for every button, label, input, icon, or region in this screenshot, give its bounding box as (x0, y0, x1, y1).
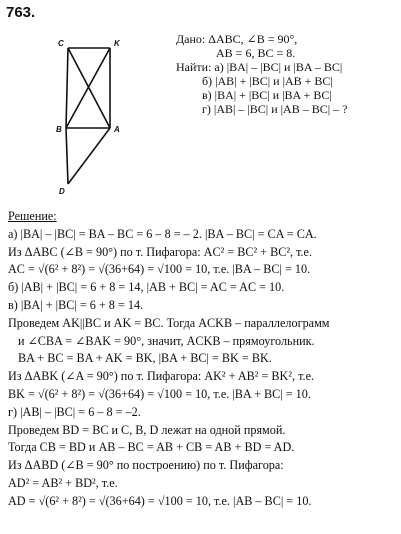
given-line: AB = 6, BC = 8. (216, 46, 296, 60)
solution-line: г) |AB| – |BC| = 6 – 8 = –2. (8, 404, 141, 419)
solution-line: AD = √(6² + 8²) = √(36+64) = √100 = 10, т.е. |AB – BC| = 10. (8, 493, 312, 508)
segment-BC (66, 48, 68, 128)
solution-line: AD² = AB² + BD², т.е. (8, 475, 118, 490)
segment-AD (68, 128, 110, 184)
solution-line: и ∠CBA = ∠BAK = 90°, значит, ACKB – прямоугольник. (18, 333, 315, 348)
solution-line: Тогда CB = BD и AB – BC = AB + CB = AB + BD = AD. (8, 440, 295, 455)
segment-BD (66, 128, 68, 184)
given-block (176, 32, 347, 116)
given-line: б) |AB| + |BC| и |AB + BC| (202, 74, 333, 88)
solution-line: Из ΔABC (∠B = 90°) по т. Пифагора: AC² = BC² + BC², т.е. (8, 244, 313, 259)
solution-line: BK = √(6² + 8²) = √(36+64) = √100 = 10, т.е. |BA + BC| = 10. (8, 386, 311, 401)
solution-line: б) |AB| + |BC| = 6 + 8 = 14, |AB + BC| = AC = AC = 10. (8, 280, 285, 295)
solution-block (8, 208, 396, 511)
point-label-C: C (58, 39, 64, 48)
given-line: Дано: ΔABC, ∠B = 90°, (176, 32, 298, 46)
point-label-B: B (56, 125, 62, 134)
point-label-D: D (59, 187, 65, 196)
point-label-K: K (114, 39, 120, 48)
solution-line: в) |BA| + |BC| = 6 + 8 = 14. (8, 297, 144, 312)
point-label-A: A (114, 125, 120, 134)
solution-line: Проведем BD = BC и C, B, D лежат на одной прямой. (8, 422, 286, 437)
problem-number: 763. (6, 4, 36, 21)
solution-heading: Решение: (8, 209, 57, 223)
given-line: в) |BA| + |BC| и |BA + BC| (202, 88, 332, 102)
given-line: г) |AB| – |BC| и |AB – BC| – ? (202, 102, 348, 116)
solution-line: Проведем AK||BC и AK = BC. Тогда ACKB – параллелограмм (8, 315, 330, 330)
solution-line: BA + BC = BA + AK = BK, |BA + BC| = BK = BK. (18, 351, 272, 366)
solution-line: Из ΔABK (∠A = 90°) по т. Пифагора: AK² + AB² = BK², т.е. (8, 369, 315, 384)
solution-line: а) |BA| – |BC| = BA – BC = 6 – 8 = – 2. |BA – BC| = CA = CA. (8, 226, 317, 241)
solution-line: AC = √(6² + 8²) = √(36+64) = √100 = 10, т.е. |BA – BC| = 10. (8, 262, 311, 277)
solution-line: Из ΔABD (∠B = 90° по построению) по т. Пифагора: (8, 458, 284, 473)
given-line: Найти: а) |BA| – |BC| и |BA – BC| (176, 60, 343, 74)
